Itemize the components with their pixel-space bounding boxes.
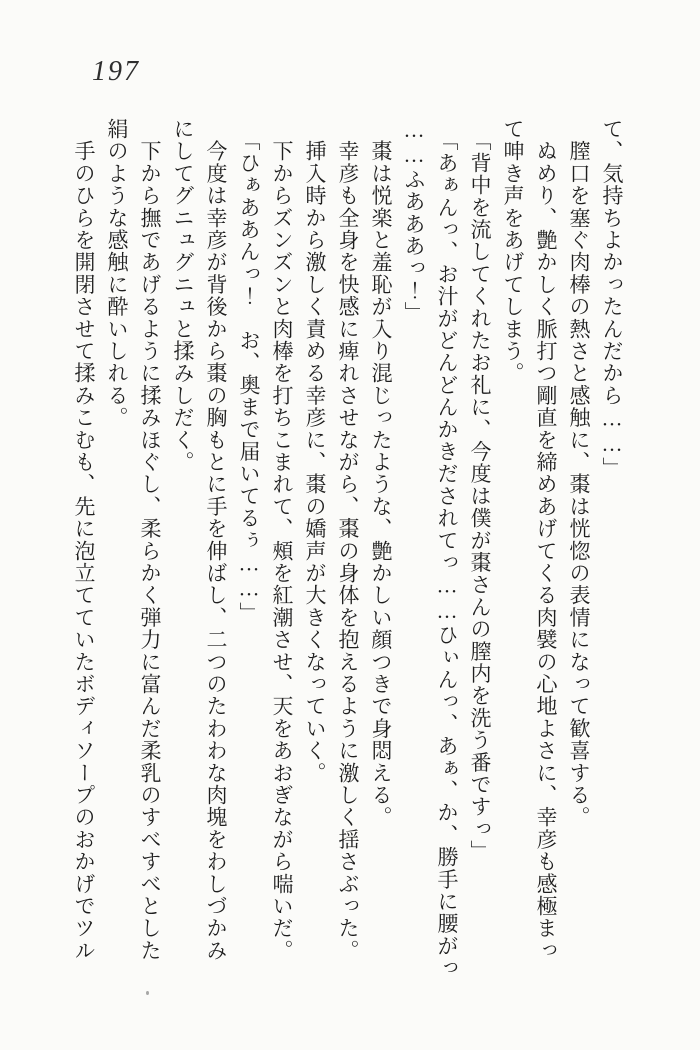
text-line: 「ひぁああんっ！ お、奥まで届いてるぅ……」	[237, 118, 261, 625]
text-line: ……ふあああっ！」	[402, 118, 426, 324]
text-line: 下から撫であげるように揉みほぐし、柔らかく弾力に富んだ柔乳のすべすべとした	[138, 118, 162, 962]
text-line: 「あぁんっ、お汁がどんどんかきだされてっ……ひぃんっ、あぁ、か、勝手に腰がっ	[435, 118, 459, 980]
text-line: 絹のような感触に酔いしれる。	[105, 118, 129, 429]
text-line: にしてグニュグニュと揉みしだく。	[171, 118, 195, 474]
text-line: 挿入時から激しく責める幸彦に、棗の嬌声が大きくなっていく。	[303, 118, 327, 784]
body-text	[67, 118, 628, 980]
text-line: て呻き声をあげてしまう。	[501, 118, 525, 385]
text-line: 膣口を塞ぐ肉棒の熱さと感触に、棗は恍惚の表情になって歓喜する。	[567, 118, 591, 829]
text-line: 今度は幸彦が背後から棗の胸もとに手を伸ばし、二つのたわわな肉塊をわしづかみ	[204, 118, 228, 962]
text-line: 「背中を流してくれたお礼に、今度は僕が棗さんの膣内を洗う番ですっ」	[468, 118, 492, 863]
print-artifact-dot	[146, 991, 149, 995]
text-line: 下からズンズンと肉棒を打ちこまれて、頰を紅潮させ、天をあおぎながら喘いだ。	[270, 118, 294, 962]
text-line: ぬめり、艶かしく脈打つ剛直を締めあげてくる肉襞の心地よさに、幸彦も感極まっ	[534, 118, 558, 962]
page-number: 197	[92, 56, 140, 87]
text-line: て、気持ちよかったんだから……」	[600, 118, 624, 480]
text-line: 幸彦も全身を快感に痺れさせながら、棗の身体を抱えるように激しく揺さぶった。	[336, 118, 360, 962]
text-line: 手のひらを開閉させて揉みこむも、先に泡立てていたボディソープのおかげでツル	[72, 118, 96, 962]
text-line: 棗は悦楽と羞恥が入り混じったような、艶かしい顔つきで身悶える。	[369, 118, 393, 829]
